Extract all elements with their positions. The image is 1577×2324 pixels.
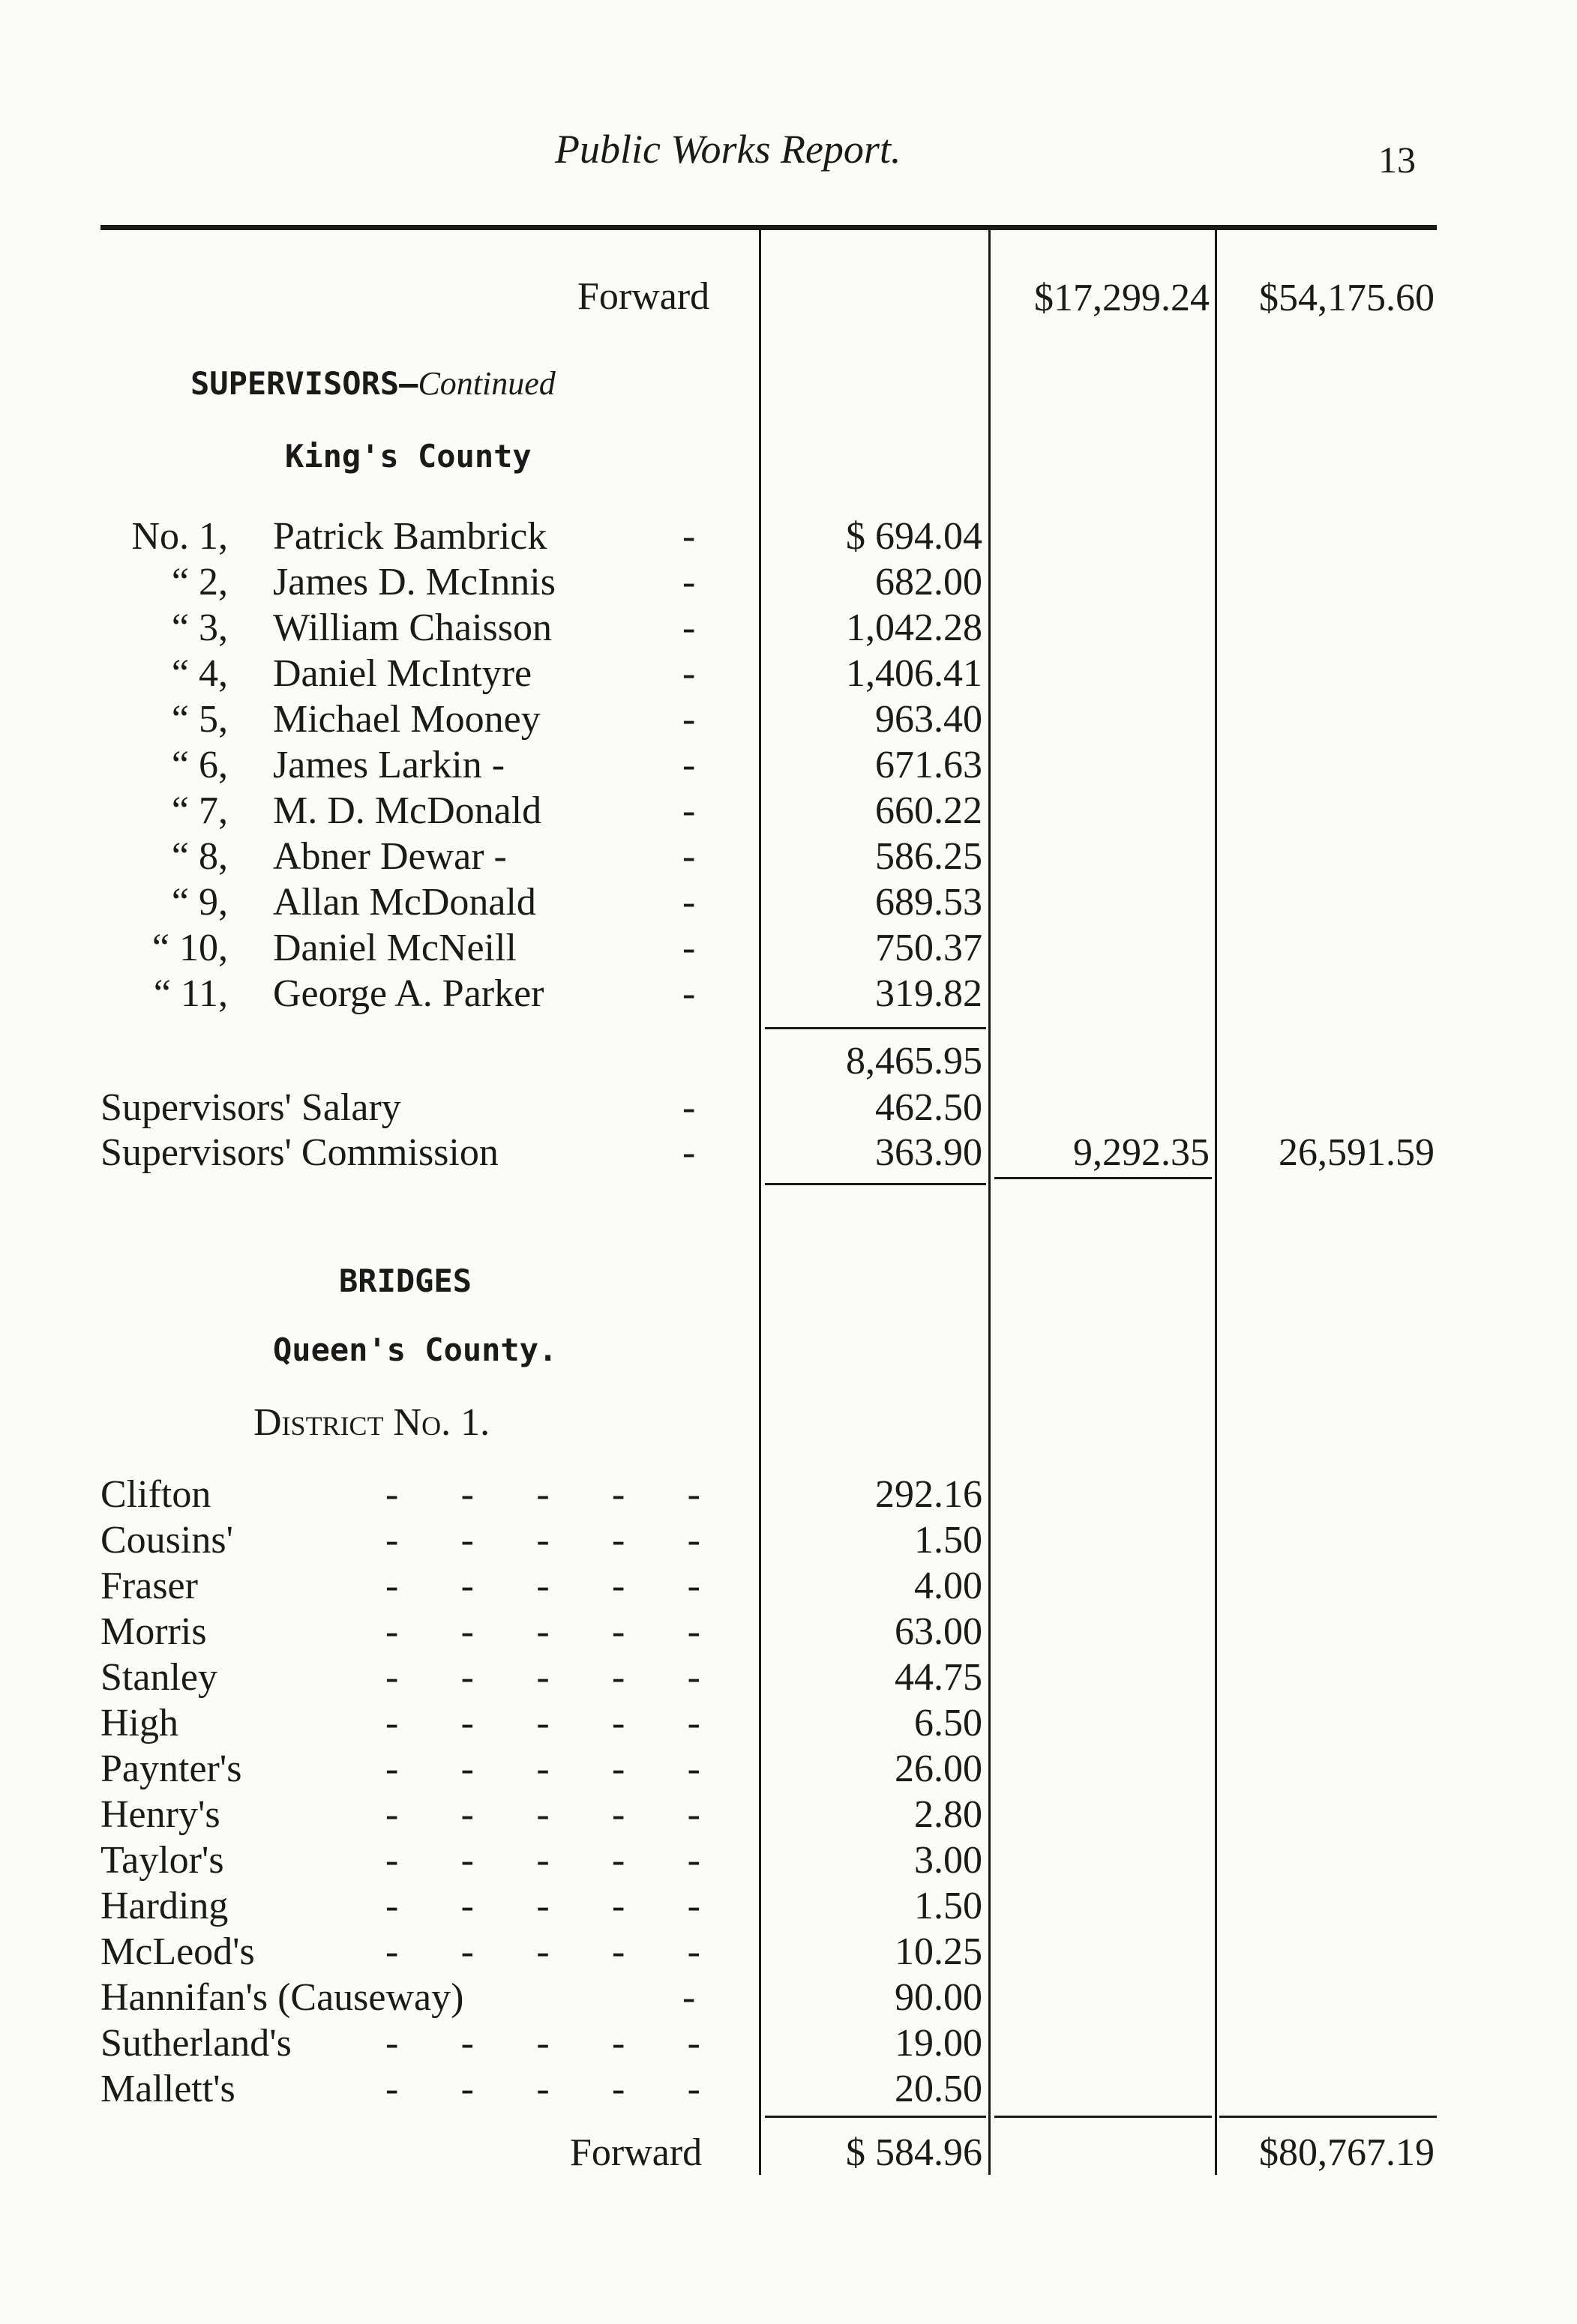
- bridge-amount: 44.75: [895, 1656, 982, 1699]
- supervisor-row: [100, 606, 760, 654]
- supervisor-name: James Larkin -: [273, 744, 505, 786]
- bridge-amount: 292.16: [875, 1473, 982, 1516]
- supervisor-number: “ 6,: [171, 744, 228, 786]
- leader-dash: -: [682, 561, 696, 603]
- supervisor-name: William Chaisson: [273, 606, 552, 649]
- supervisor-row: [100, 746, 760, 791]
- leader-dashes: - - - - -: [385, 1656, 700, 1699]
- bridge-row: [100, 1567, 760, 1612]
- leader-dashes: - - - - -: [385, 1610, 700, 1653]
- supervisor-amount: 689.53: [875, 881, 982, 924]
- supervisor-row: [100, 700, 760, 745]
- supervisor-name: George A. Parker: [273, 972, 544, 1015]
- bridge-name: Morris: [100, 1610, 207, 1653]
- commission-amount: 363.90: [875, 1131, 982, 1174]
- bridge-name: Stanley: [100, 1656, 217, 1699]
- bridge-amount: 2.80: [914, 1793, 982, 1836]
- running-title: Public Works Report.: [555, 127, 901, 172]
- supervisor-number: No. 1,: [131, 515, 228, 558]
- supervisor-number: “ 10,: [151, 927, 228, 969]
- supervisor-name: Allan McDonald: [273, 881, 536, 924]
- salary-dash: -: [682, 1086, 696, 1129]
- supervisor-row: [100, 789, 760, 837]
- bridge-name: Paynter's: [100, 1747, 242, 1790]
- supervisor-name: Abner Dewar -: [273, 835, 507, 878]
- bridges-heading: BRIDGES: [339, 1262, 472, 1299]
- column-divider-3: [1215, 229, 1217, 2175]
- leader-dash: -: [682, 606, 696, 649]
- bridge-name: Henry's: [100, 1793, 220, 1836]
- col1-close-rule: [765, 1183, 986, 1185]
- supervisor-number: “ 4,: [171, 652, 228, 695]
- leader-dashes: - - - - -: [385, 1793, 700, 1836]
- supervisor-amount: 750.37: [875, 927, 982, 969]
- supervisors-total-col3: 26,591.59: [1279, 1131, 1435, 1174]
- bridge-row: [100, 1704, 760, 1749]
- leader-dashes: - - - - -: [385, 2022, 700, 2065]
- forward-top-col3: $54,175.60: [1259, 277, 1435, 319]
- leader-dashes: - - - - -: [385, 2068, 700, 2110]
- bridge-amount: 4.00: [914, 1565, 982, 1607]
- supervisor-amount: 1,042.28: [846, 606, 982, 649]
- bridge-row: [100, 1610, 760, 1658]
- bridge-name: McLeod's: [100, 1930, 255, 1973]
- bridge-amount: 20.50: [895, 2068, 982, 2110]
- top-rule: [100, 225, 1437, 230]
- leader-dashes: - - - - -: [385, 1885, 700, 1927]
- supervisor-number: “ 8,: [171, 835, 228, 878]
- bridge-name: Harding: [100, 1885, 229, 1927]
- supervisor-amount: 963.40: [875, 698, 982, 741]
- leader-dash: -: [682, 1976, 696, 2019]
- bridge-row: [100, 1521, 760, 1566]
- supervisor-amount: 586.25: [875, 835, 982, 878]
- supervisor-row: [100, 929, 760, 974]
- commission-dash: -: [682, 1131, 696, 1174]
- supervisor-name: M. D. McDonald: [273, 789, 542, 832]
- supervisor-name: Michael Mooney: [273, 698, 541, 741]
- bridge-name: Clifton: [100, 1473, 211, 1516]
- bridge-amount: 26.00: [895, 1747, 982, 1790]
- supervisors-county: King's County: [285, 438, 532, 475]
- leader-dashes: - - - - -: [385, 1702, 700, 1744]
- bridge-amount: 19.00: [895, 2022, 982, 2065]
- bridge-row: [100, 1658, 760, 1703]
- leader-dashes: - - - - -: [385, 1839, 700, 1882]
- bridge-name: High: [100, 1702, 178, 1744]
- supervisor-row: [100, 837, 760, 882]
- supervisor-amount: 1,406.41: [846, 652, 982, 695]
- bridge-amount: 90.00: [895, 1976, 982, 2019]
- supervisor-number: “ 9,: [171, 881, 228, 924]
- supervisor-amount: $ 694.04: [846, 515, 982, 558]
- bridge-row: [100, 2070, 760, 2115]
- leader-dash: -: [682, 698, 696, 741]
- leader-dash: -: [682, 515, 696, 558]
- supervisor-number: “ 11,: [153, 972, 228, 1015]
- leader-dashes: - - - - -: [385, 1519, 700, 1562]
- bridge-row: [100, 1841, 760, 1886]
- supervisors-heading: SUPERVISORS—Continued: [190, 365, 556, 402]
- forward-bottom-col3: $80,767.19: [1259, 2131, 1435, 2174]
- bridge-name: Mallett's: [100, 2068, 235, 2110]
- bridge-name: Hannifan's (Causeway): [100, 1976, 464, 2019]
- col2-close-rule: [994, 1177, 1212, 1179]
- bridges-county: Queen's County.: [273, 1331, 558, 1368]
- bridge-name: Sutherland's: [100, 2022, 292, 2065]
- supervisors-subtotal: 8,465.95: [846, 1040, 982, 1083]
- bridge-row: [100, 1795, 760, 1840]
- bridge-row: [100, 1978, 760, 2023]
- supervisor-number: “ 3,: [171, 606, 228, 649]
- page-number: 13: [1378, 139, 1416, 181]
- supervisor-row: [100, 563, 760, 608]
- bridges-close-rule-col1: [765, 2116, 986, 2118]
- bridge-row: [100, 1747, 760, 1795]
- bridge-row: [100, 1887, 760, 1932]
- column-divider-2: [988, 229, 991, 2175]
- supervisors-total-col2: 9,292.35: [1073, 1131, 1210, 1174]
- leader-dashes: - - - - -: [385, 1565, 700, 1607]
- supervisor-number: “ 5,: [171, 698, 228, 741]
- commission-label: Supervisors' Commission: [100, 1131, 499, 1174]
- leader-dash: -: [682, 789, 696, 832]
- supervisor-number: “ 7,: [171, 789, 228, 832]
- leader-dash: -: [682, 881, 696, 924]
- leader-dash: -: [682, 652, 696, 695]
- forward-top-label: Forward: [577, 275, 710, 318]
- bridge-name: Cousins': [100, 1519, 233, 1562]
- leader-dash: -: [682, 835, 696, 878]
- bridge-amount: 63.00: [895, 1610, 982, 1653]
- forward-bottom-col1: $ 584.96: [846, 2131, 982, 2174]
- supervisor-amount: 682.00: [875, 561, 982, 603]
- bridge-amount: 6.50: [914, 1702, 982, 1744]
- subtotal-rule: [765, 1027, 986, 1029]
- leader-dashes: - - - - -: [385, 1473, 700, 1516]
- bridge-amount: 1.50: [914, 1519, 982, 1562]
- supervisor-amount: 319.82: [875, 972, 982, 1015]
- bridge-amount: 10.25: [895, 1930, 982, 1973]
- supervisor-name: Patrick Bambrick: [273, 515, 547, 558]
- supervisor-name: Daniel McIntyre: [273, 652, 532, 695]
- leader-dashes: - - - - -: [385, 1930, 700, 1973]
- supervisor-row: [100, 654, 760, 699]
- bridges-close-rule-col3: [1219, 2116, 1437, 2118]
- supervisor-amount: 660.22: [875, 789, 982, 832]
- supervisor-name: Daniel McNeill: [273, 927, 517, 969]
- leader-dash: -: [682, 972, 696, 1015]
- bridge-name: Taylor's: [100, 1839, 224, 1882]
- forward-top-col2: $17,299.24: [1034, 277, 1210, 319]
- leader-dash: -: [682, 927, 696, 969]
- salary-amount: 462.50: [875, 1086, 982, 1129]
- bridge-amount: 3.00: [914, 1839, 982, 1882]
- bridge-amount: 1.50: [914, 1885, 982, 1927]
- bridge-row: [100, 2024, 760, 2069]
- bridge-name: Fraser: [100, 1565, 198, 1607]
- bridges-district: District No. 1.: [253, 1401, 490, 1444]
- supervisor-row: [100, 517, 760, 562]
- supervisor-name: James D. McInnis: [273, 561, 556, 603]
- leader-dash: -: [682, 744, 696, 786]
- supervisor-row: [100, 883, 760, 928]
- bridge-row: [100, 1930, 760, 1978]
- leader-dashes: - - - - -: [385, 1747, 700, 1790]
- salary-label: Supervisors' Salary: [100, 1086, 401, 1129]
- bridges-close-rule-col2: [994, 2116, 1212, 2118]
- supervisor-row: [100, 972, 760, 1020]
- supervisors-heading-suffix: Continued: [418, 365, 556, 402]
- supervisor-number: “ 2,: [171, 561, 228, 603]
- supervisor-amount: 671.63: [875, 744, 982, 786]
- forward-bottom-label: Forward: [570, 2131, 703, 2174]
- bridge-row: [100, 1475, 760, 1520]
